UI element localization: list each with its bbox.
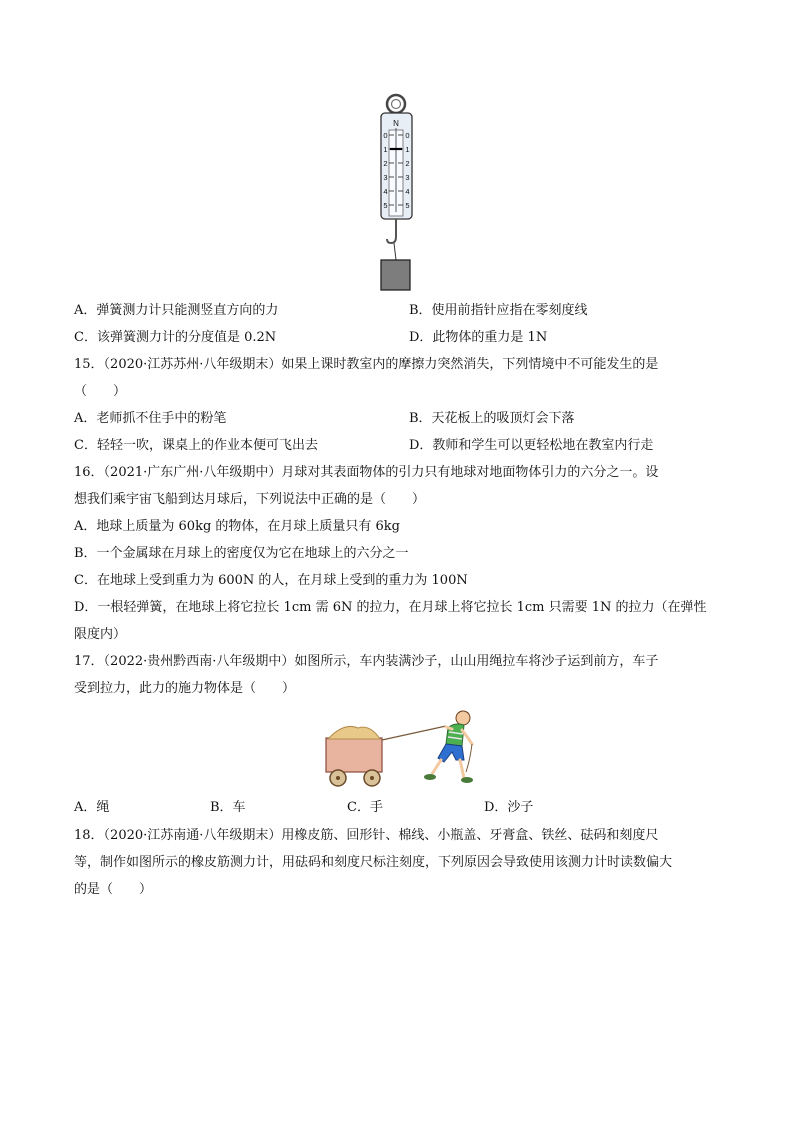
q16-stem-line2: 想我们乘宇宙飞船到达月球后，下列说法中正确的是（ ） xyxy=(74,492,426,507)
q16-option-a[interactable]: A．地球上质量为 60kg 的物体，在月球上质量只有 6kg xyxy=(74,519,400,534)
q15-option-b[interactable]: B．天花板上的吸顶灯会下落 xyxy=(409,411,575,426)
scale-right-label: 3 xyxy=(405,173,410,182)
q17-option-c[interactable]: C．手 xyxy=(347,800,383,815)
q16-option-d-line1[interactable]: D．一根轻弹簧，在地球上将它拉长 1cm 需 6N 的拉力，在月球上将它拉长 1cm 只需要 1N 的拉力（在弹性 xyxy=(74,600,707,615)
q14-option-a[interactable]: A．弹簧测力计只能测竖直方向的力 xyxy=(74,303,279,318)
q18-stem-line1: 18．（2020·江苏南通·八年级期末）用橡皮筋、回形针、棉线、小瓶盖、牙膏盒、铁丝、砝码和刻度尺 xyxy=(74,828,659,843)
q16-option-c[interactable]: C．在地球上受到重力为 600N 的人，在月球上受到的重力为 100N xyxy=(74,573,468,588)
scale-left-label: 5 xyxy=(383,201,388,210)
scale-left-label: 4 xyxy=(383,187,388,196)
q17-stem-line1: 17．（2022·贵州黔西南·八年级期中）如图所示，车内装满沙子，山山用绳拉车将沙子运到前方，车子 xyxy=(74,654,659,669)
cart-body xyxy=(326,738,382,772)
q14-option-d[interactable]: D．此物体的重力是 1N xyxy=(409,330,548,345)
weight-block xyxy=(381,260,410,290)
q14-option-c[interactable]: C．该弹簧测力计的分度值是 0.2N xyxy=(74,330,277,345)
q15-stem-line1: 15．（2020·江苏苏州·八年级期末）如果上课时教室内的摩擦力突然消失，下列情境中不可能发生的是 xyxy=(74,357,659,372)
scale-unit-label: N xyxy=(393,119,399,128)
q15-option-d[interactable]: D．教师和学生可以更轻松地在教室内行走 xyxy=(409,438,654,453)
q15-option-c[interactable]: C．轻轻一吹，课桌上的作业本便可飞出去 xyxy=(74,438,318,453)
scale-ring xyxy=(387,95,405,113)
scale-right-label: 2 xyxy=(405,159,410,168)
scale-right-label: 4 xyxy=(405,187,410,196)
q16-option-d-line2: 限度内） xyxy=(74,627,127,642)
q16-option-b[interactable]: B．一个金属球在月球上的密度仅为它在地球上的六分之一 xyxy=(74,546,409,561)
q14-option-b[interactable]: B．使用前指针应指在零刻度线 xyxy=(409,303,588,318)
q15-option-a[interactable]: A．老师抓不住手中的粉笔 xyxy=(74,411,227,426)
scale-right-label: 0 xyxy=(405,131,410,140)
q17-option-b[interactable]: B．车 xyxy=(210,800,246,815)
q15-stem-line2: （ ） xyxy=(74,384,127,399)
scale-left-label: 3 xyxy=(383,173,388,182)
q16-stem-line1: 16．（2021·广东广州·八年级期中）月球对其表面物体的引力只有地球对地面物体引力的六分之一。设 xyxy=(74,465,659,480)
scale-hook xyxy=(387,237,396,243)
scale-right-label: 5 xyxy=(405,201,410,210)
q18-stem-line3: 的是（ ） xyxy=(74,882,153,897)
scale-left-label: 0 xyxy=(383,131,388,140)
scale-right-label: 1 xyxy=(405,145,410,154)
q17-stem-line2: 受到拉力，此力的施力物体是（ ） xyxy=(74,681,296,696)
sand-load xyxy=(328,726,380,739)
scale-left-label: 1 xyxy=(383,145,388,154)
q17-option-a[interactable]: A．绳 xyxy=(74,800,110,815)
scale-left-label: 2 xyxy=(383,159,388,168)
q18-stem-line2: 等，制作如图所示的橡皮筋测力计，用砝码和刻度尺标注刻度，下列原因会导致使用该测力计时读数偏大 xyxy=(74,855,673,870)
spring-scale-figure xyxy=(370,92,430,294)
q17-option-d[interactable]: D．沙子 xyxy=(484,800,534,815)
rope xyxy=(382,726,446,740)
cart-and-boy-figure xyxy=(322,708,482,792)
